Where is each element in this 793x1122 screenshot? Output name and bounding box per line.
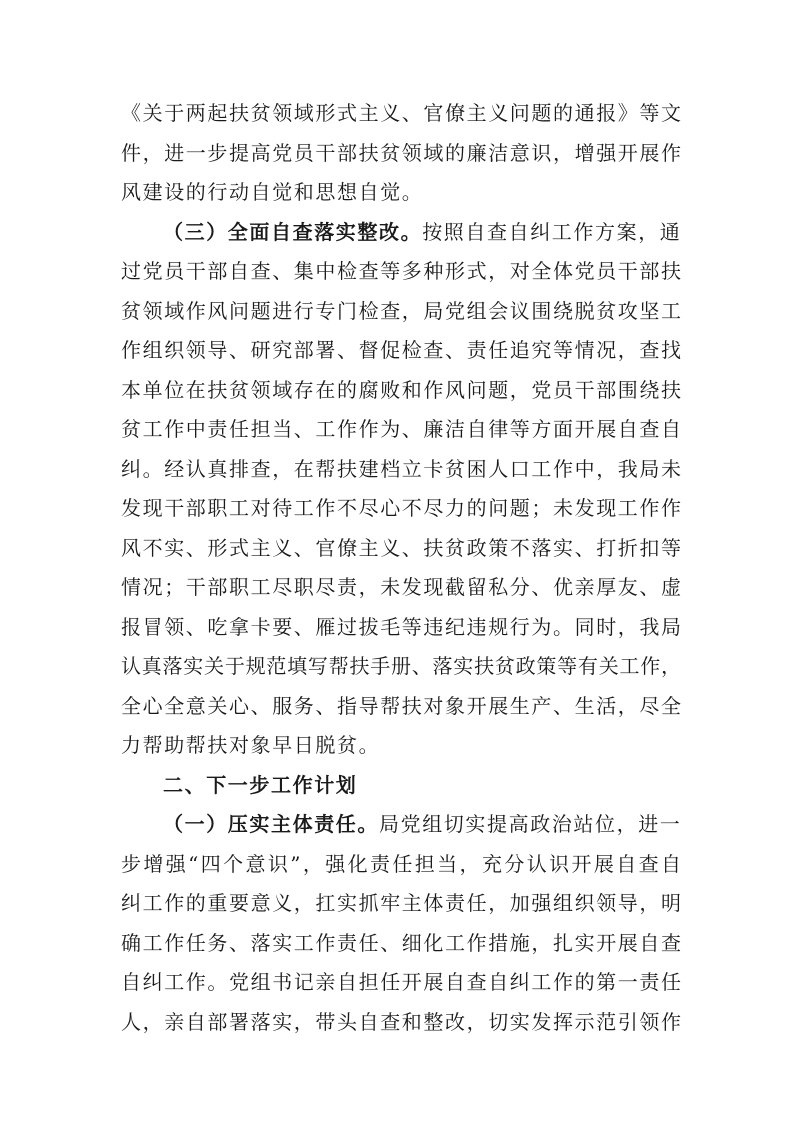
text-line bbox=[121, 410, 681, 450]
line-text: 本单位在扶贫领域存在的腐败和作风问题，党员干部围绕扶 bbox=[121, 377, 681, 402]
text-line bbox=[121, 924, 681, 964]
line-text: 贫工作中责任担当、工作作为、廉洁自律等方面开展自查自 bbox=[121, 417, 681, 441]
text-line bbox=[121, 94, 681, 134]
text-line bbox=[121, 213, 681, 253]
line-text: 贫领域作风问题进行专门检查，局党组会议围绕脱贫攻坚工 bbox=[121, 298, 681, 323]
text-line bbox=[121, 292, 681, 332]
text-line bbox=[121, 252, 681, 292]
text-line bbox=[121, 805, 681, 845]
document-body bbox=[121, 94, 681, 1042]
line-text: 步增强“四个意识”，强化责任担当，充分认识开展自查自 bbox=[121, 851, 681, 876]
text-line bbox=[121, 331, 681, 371]
line-text: 情况；干部职工尽职尽责，未发现截留私分、优亲厚友、虚 bbox=[121, 575, 681, 599]
line-text: 确工作任务、落实工作责任、细化工作措施，扎实开展自查 bbox=[121, 930, 681, 955]
line-text: 局党组切实提高政治站位，进一 bbox=[379, 812, 682, 836]
line-text: 风不实、形式主义、官僚主义、扶贫政策不落实、打折扣等 bbox=[121, 535, 681, 560]
line-text: 力帮助帮扶对象早日脱贫。 bbox=[121, 733, 381, 757]
line-text: 认真落实关于规范填写帮扶手册、落实扶贫政策等有关工作， bbox=[121, 654, 681, 678]
line-text: 全心全意关心、服务、指导帮扶对象开展生产、生活，尽全 bbox=[121, 693, 681, 718]
section-heading: 二、下一步工作计划 bbox=[163, 772, 358, 797]
line-text: 件，进一步提高党员干部扶贫领域的廉洁意识，增强开展作 bbox=[121, 140, 681, 165]
text-line bbox=[121, 450, 681, 490]
line-text: 发现干部职工对待工作不尽心不尽力的问题；未发现工作作 bbox=[121, 496, 681, 520]
line-text: 按照自查自纠工作方案，通 bbox=[422, 219, 682, 244]
line-text: 报冒领、吃拿卡要、雁过拔毛等违纪违规行为。同时，我局 bbox=[121, 614, 681, 639]
text-line bbox=[121, 134, 681, 174]
text-line bbox=[121, 726, 681, 766]
line-text: 风建设的行动自觉和思想自觉。 bbox=[121, 180, 424, 204]
text-line bbox=[121, 568, 681, 608]
text-line bbox=[121, 963, 681, 1003]
line-text: 人，亲自部署落实，带头自查和整改，切实发挥示范引领作 bbox=[121, 1009, 681, 1034]
text-line bbox=[121, 489, 681, 529]
text-line bbox=[121, 173, 681, 213]
text-line bbox=[121, 608, 681, 648]
text-line bbox=[121, 687, 681, 727]
line-text: 作组织领导、研究部署、督促检查、责任追究等情况，查找 bbox=[121, 338, 681, 362]
line-text: 自纠工作。党组书记亲自担任开展自查自纠工作的第一责任 bbox=[121, 970, 681, 994]
line-text: 纠工作的重要意义，扛实抓牢主体责任，加强组织领导，明 bbox=[121, 891, 681, 915]
text-line bbox=[121, 1003, 681, 1043]
line-text: 纠。经认真排查，在帮扶建档立卡贫困人口工作中，我局未 bbox=[121, 456, 681, 481]
text-line bbox=[121, 371, 681, 411]
text-line bbox=[121, 845, 681, 885]
text-line bbox=[121, 766, 681, 806]
text-line bbox=[121, 647, 681, 687]
text-line bbox=[121, 884, 681, 924]
text-line bbox=[121, 529, 681, 569]
section-heading: （三）全面自查落实整改。 bbox=[163, 219, 423, 244]
line-text: 过党员干部自查、集中检查等多种形式，对全体党员干部扶 bbox=[121, 259, 681, 283]
line-text: 《关于两起扶贫领域形式主义、官僚主义问题的通报》等文 bbox=[121, 101, 681, 125]
section-heading: （一）压实主体责任。 bbox=[163, 812, 379, 836]
